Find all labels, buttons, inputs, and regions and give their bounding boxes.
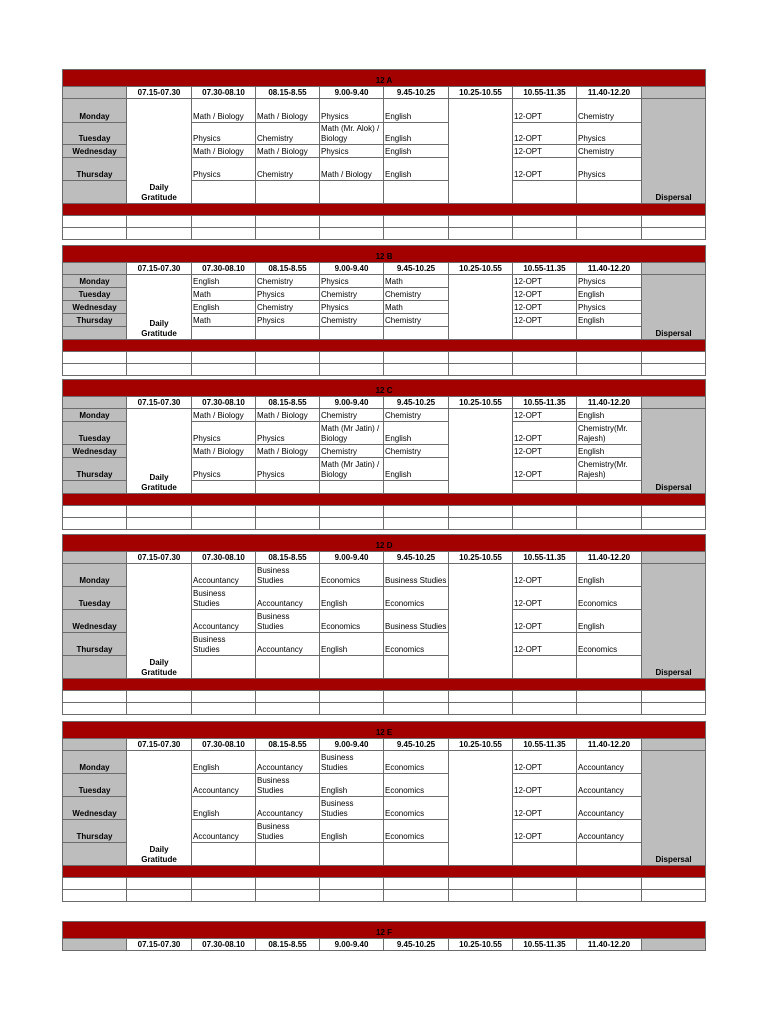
header-cell: 11.40-12.20: [577, 552, 642, 564]
header-cell: 9.45-10.25: [384, 87, 449, 99]
header-cell: 08.15-8.55: [256, 263, 320, 275]
period-cell: Business Studies: [384, 564, 449, 587]
header-cell: 11.40-12.20: [577, 397, 642, 409]
header-cell: 07.30-08.10: [192, 397, 256, 409]
header-cell: 10.55-11.35: [513, 552, 577, 564]
dispersal-cell: Dispersal: [642, 751, 706, 866]
section-12e: [62, 721, 705, 902]
period-cell: Physics: [256, 422, 320, 445]
period-cell: English: [384, 99, 449, 123]
period-cell: Business Studies: [192, 587, 256, 610]
period-cell: English: [192, 751, 256, 774]
period-cell: 12-OPT: [513, 314, 577, 327]
gratitude-cell: Daily Gratitude: [127, 99, 192, 204]
period-cell: Chemistry: [256, 158, 320, 181]
period-cell: Chemistry: [256, 301, 320, 314]
period-cell: Chemistry: [384, 314, 449, 327]
period-cell: 12-OPT: [513, 409, 577, 422]
period-cell: Business Studies: [256, 610, 320, 633]
day-label: Tuesday: [63, 587, 127, 610]
period-cell: Chemistry: [384, 445, 449, 458]
period-cell: 12-OPT: [513, 145, 577, 158]
header-cell: 07.30-08.10: [192, 552, 256, 564]
period-cell: English: [320, 820, 384, 843]
period-cell: Math (Mr Jatin) / Biology: [320, 458, 384, 481]
period-cell: Physics: [320, 145, 384, 158]
header-cell: 9.00-9.40: [320, 739, 384, 751]
period-cell: English: [320, 587, 384, 610]
period-cell: Accountancy: [577, 797, 642, 820]
header-cell: 10.25-10.55: [449, 939, 513, 951]
gratitude-cell: Daily Gratitude: [127, 751, 192, 866]
period-cell: Math / Biology: [192, 445, 256, 458]
period-cell: 12-OPT: [513, 797, 577, 820]
section-title: 12 F: [63, 922, 706, 939]
header-row: [63, 552, 706, 564]
day-label: Wednesday: [63, 145, 127, 158]
period-cell: Physics: [256, 314, 320, 327]
period-cell: Math / Biology: [192, 145, 256, 158]
period-cell: Business Studies: [256, 564, 320, 587]
period-cell: Accountancy: [192, 610, 256, 633]
header-cell: 07.15-07.30: [127, 87, 192, 99]
period-cell: Physics: [192, 422, 256, 445]
day-label: Tuesday: [63, 123, 127, 145]
section-12c: [62, 379, 705, 530]
day-row: [63, 564, 706, 587]
period-cell: Physics: [256, 288, 320, 301]
section-title: 12 D: [63, 535, 706, 552]
header-cell: 9.45-10.25: [384, 263, 449, 275]
period-cell: Math (Mr Jatin) / Biology: [320, 422, 384, 445]
header-cell: 9.00-9.40: [320, 939, 384, 951]
period-cell: Physics: [320, 99, 384, 123]
header-cell: 07.15-07.30: [127, 552, 192, 564]
period-cell: Accountancy: [577, 820, 642, 843]
period-cell: Physics: [192, 158, 256, 181]
header-cell: 07.30-08.10: [192, 939, 256, 951]
day-label: Wednesday: [63, 301, 127, 314]
header-cell: 07.30-08.10: [192, 263, 256, 275]
header-cell: 07.15-07.30: [127, 739, 192, 751]
period-cell: 12-OPT: [513, 275, 577, 288]
period-cell: Accountancy: [256, 751, 320, 774]
period-cell: Economics: [384, 820, 449, 843]
day-label: Thursday: [63, 458, 127, 481]
period-cell: Math: [192, 288, 256, 301]
period-cell: English: [577, 409, 642, 422]
period-cell: Accountancy: [256, 797, 320, 820]
gratitude-cell: Daily Gratitude: [127, 564, 192, 679]
header-cell: 11.40-12.20: [577, 939, 642, 951]
header-cell: 10.25-10.55: [449, 87, 513, 99]
period-cell: Physics: [577, 123, 642, 145]
period-cell: Economics: [577, 587, 642, 610]
period-cell: Physics: [320, 301, 384, 314]
period-cell: Accountancy: [192, 564, 256, 587]
section-table: [62, 721, 706, 902]
header-cell: 08.15-8.55: [256, 397, 320, 409]
section-table: [62, 534, 706, 715]
period-cell: Business Studies: [192, 633, 256, 656]
header-row: [63, 87, 706, 99]
period-cell: Math: [384, 301, 449, 314]
period-cell: Chemistry: [320, 314, 384, 327]
period-cell: Chemistry: [320, 445, 384, 458]
header-cell: 11.40-12.20: [577, 263, 642, 275]
period-cell: English: [192, 301, 256, 314]
period-cell: English: [320, 633, 384, 656]
period-cell: Business Studies: [320, 797, 384, 820]
day-label: Thursday: [63, 820, 127, 843]
period-cell: Physics: [320, 275, 384, 288]
period-cell: Economics: [384, 774, 449, 797]
header-cell: 9.00-9.40: [320, 87, 384, 99]
section-footer-bar: [63, 494, 706, 506]
header-cell: 08.15-8.55: [256, 87, 320, 99]
header-cell: 10.25-10.55: [449, 263, 513, 275]
period-cell: Chemistry: [384, 409, 449, 422]
dispersal-cell: Dispersal: [642, 275, 706, 340]
period-cell: 12-OPT: [513, 445, 577, 458]
header-cell: 08.15-8.55: [256, 939, 320, 951]
header-row: [63, 939, 706, 951]
period-cell: Accountancy: [577, 751, 642, 774]
header-cell: 07.15-07.30: [127, 263, 192, 275]
day-label: Wednesday: [63, 797, 127, 820]
period-cell: 12-OPT: [513, 564, 577, 587]
period-cell: 12-OPT: [513, 774, 577, 797]
period-cell: 12-OPT: [513, 633, 577, 656]
break-cell: [449, 409, 513, 494]
header-cell: 10.55-11.35: [513, 397, 577, 409]
section-footer-bar: [63, 340, 706, 352]
period-cell: English: [577, 445, 642, 458]
period-cell: Accountancy: [192, 820, 256, 843]
period-cell: Physics: [577, 275, 642, 288]
day-label: Monday: [63, 564, 127, 587]
period-cell: Math / Biology: [192, 99, 256, 123]
day-label: Wednesday: [63, 610, 127, 633]
period-cell: Math / Biology: [320, 158, 384, 181]
header-cell: 07.30-08.10: [192, 87, 256, 99]
section-12a: [62, 69, 705, 240]
period-cell: English: [320, 774, 384, 797]
header-cell: 10.25-10.55: [449, 739, 513, 751]
break-cell: [449, 99, 513, 204]
section-title: 12 C: [63, 380, 706, 397]
period-cell: Chemistry: [577, 145, 642, 158]
day-label: Thursday: [63, 158, 127, 181]
period-cell: Math: [192, 314, 256, 327]
period-cell: 12-OPT: [513, 99, 577, 123]
period-cell: English: [577, 610, 642, 633]
header-cell: 9.00-9.40: [320, 397, 384, 409]
period-cell: Economics: [384, 751, 449, 774]
day-label: Monday: [63, 275, 127, 288]
period-cell: Economics: [320, 610, 384, 633]
period-cell: English: [192, 797, 256, 820]
section-table: [62, 921, 706, 951]
period-cell: Math / Biology: [256, 445, 320, 458]
period-cell: 12-OPT: [513, 458, 577, 481]
section-title: 12 B: [63, 246, 706, 263]
period-cell: English: [577, 288, 642, 301]
period-cell: Chemistry: [256, 275, 320, 288]
period-cell: Math: [384, 275, 449, 288]
day-row: [63, 409, 706, 422]
section-footer-bar: [63, 679, 706, 691]
header-cell: 10.25-10.55: [449, 552, 513, 564]
dispersal-cell: Dispersal: [642, 564, 706, 679]
header-cell: 9.00-9.40: [320, 552, 384, 564]
header-cell: 07.15-07.30: [127, 939, 192, 951]
period-cell: Chemistry(Mr. Rajesh): [577, 458, 642, 481]
section-footer-bar: [63, 866, 706, 878]
period-cell: Physics: [577, 158, 642, 181]
header-cell: 07.15-07.30: [127, 397, 192, 409]
period-cell: Business Studies: [384, 610, 449, 633]
day-label: Monday: [63, 409, 127, 422]
header-cell: 10.55-11.35: [513, 263, 577, 275]
section-title: 12 A: [63, 70, 706, 87]
break-cell: [449, 275, 513, 340]
break-cell: [449, 751, 513, 866]
day-label: Thursday: [63, 314, 127, 327]
period-cell: 12-OPT: [513, 751, 577, 774]
day-label: Wednesday: [63, 445, 127, 458]
break-cell: [449, 564, 513, 679]
header-cell: 9.45-10.25: [384, 397, 449, 409]
period-cell: Business Studies: [320, 751, 384, 774]
header-cell: 9.45-10.25: [384, 552, 449, 564]
period-cell: Physics: [192, 123, 256, 145]
period-cell: 12-OPT: [513, 301, 577, 314]
period-cell: Math / Biology: [256, 145, 320, 158]
period-cell: Physics: [256, 458, 320, 481]
period-cell: Economics: [384, 633, 449, 656]
header-row: [63, 397, 706, 409]
period-cell: Physics: [577, 301, 642, 314]
period-cell: 12-OPT: [513, 587, 577, 610]
period-cell: Math / Biology: [192, 409, 256, 422]
period-cell: Economics: [384, 797, 449, 820]
period-cell: 12-OPT: [513, 288, 577, 301]
period-cell: 12-OPT: [513, 610, 577, 633]
period-cell: Business Studies: [256, 820, 320, 843]
period-cell: English: [577, 564, 642, 587]
day-row: [63, 751, 706, 774]
day-label: Monday: [63, 751, 127, 774]
period-cell: Chemistry: [320, 409, 384, 422]
period-cell: Chemistry: [320, 288, 384, 301]
period-cell: Economics: [577, 633, 642, 656]
period-cell: Business Studies: [256, 774, 320, 797]
header-row: [63, 739, 706, 751]
period-cell: 12-OPT: [513, 820, 577, 843]
header-cell: 10.25-10.55: [449, 397, 513, 409]
header-cell: 11.40-12.20: [577, 739, 642, 751]
period-cell: Chemistry: [384, 288, 449, 301]
period-cell: Math (Mr. Alok) / Biology: [320, 123, 384, 145]
header-row: [63, 263, 706, 275]
period-cell: English: [384, 123, 449, 145]
period-cell: Physics: [192, 458, 256, 481]
period-cell: Chemistry: [256, 123, 320, 145]
section-table: [62, 69, 706, 240]
period-cell: Accountancy: [256, 633, 320, 656]
period-cell: Accountancy: [577, 774, 642, 797]
header-cell: 10.55-11.35: [513, 87, 577, 99]
period-cell: 12-OPT: [513, 422, 577, 445]
section-title: 12 E: [63, 722, 706, 739]
header-cell: 08.15-8.55: [256, 552, 320, 564]
period-cell: Accountancy: [192, 774, 256, 797]
day-label: Tuesday: [63, 774, 127, 797]
day-label: Monday: [63, 99, 127, 123]
section-12b: [62, 245, 705, 376]
period-cell: Chemistry(Mr. Rajesh): [577, 422, 642, 445]
section-footer-bar: [63, 204, 706, 216]
gratitude-cell: Daily Gratitude: [127, 409, 192, 494]
corner-cell: [63, 87, 127, 99]
section-table: [62, 245, 706, 376]
header-cell: 07.30-08.10: [192, 739, 256, 751]
period-cell: English: [384, 458, 449, 481]
section-12f: [62, 921, 705, 951]
period-cell: 12-OPT: [513, 123, 577, 145]
dispersal-cell: Dispersal: [642, 409, 706, 494]
gratitude-cell: Daily Gratitude: [127, 275, 192, 340]
period-cell: Chemistry: [577, 99, 642, 123]
header-cell: 9.00-9.40: [320, 263, 384, 275]
day-label: Tuesday: [63, 422, 127, 445]
period-cell: English: [384, 158, 449, 181]
period-cell: English: [384, 422, 449, 445]
dispersal-cell: Dispersal: [642, 99, 706, 204]
period-cell: Accountancy: [256, 587, 320, 610]
day-row: [63, 99, 706, 123]
section-table: [62, 379, 706, 530]
header-cell: 9.45-10.25: [384, 939, 449, 951]
header-cell: 10.55-11.35: [513, 939, 577, 951]
header-cell: 11.40-12.20: [577, 87, 642, 99]
header-cell: 08.15-8.55: [256, 739, 320, 751]
header-cell: 10.55-11.35: [513, 739, 577, 751]
period-cell: English: [192, 275, 256, 288]
period-cell: Economics: [320, 564, 384, 587]
period-cell: Math / Biology: [256, 409, 320, 422]
period-cell: Economics: [384, 587, 449, 610]
period-cell: Math / Biology: [256, 99, 320, 123]
section-12d: [62, 534, 705, 715]
day-label: Thursday: [63, 633, 127, 656]
day-label: Tuesday: [63, 288, 127, 301]
day-row: [63, 275, 706, 288]
period-cell: 12-OPT: [513, 158, 577, 181]
period-cell: English: [577, 314, 642, 327]
dispersal-header: [642, 87, 706, 99]
period-cell: English: [384, 145, 449, 158]
header-cell: 9.45-10.25: [384, 739, 449, 751]
